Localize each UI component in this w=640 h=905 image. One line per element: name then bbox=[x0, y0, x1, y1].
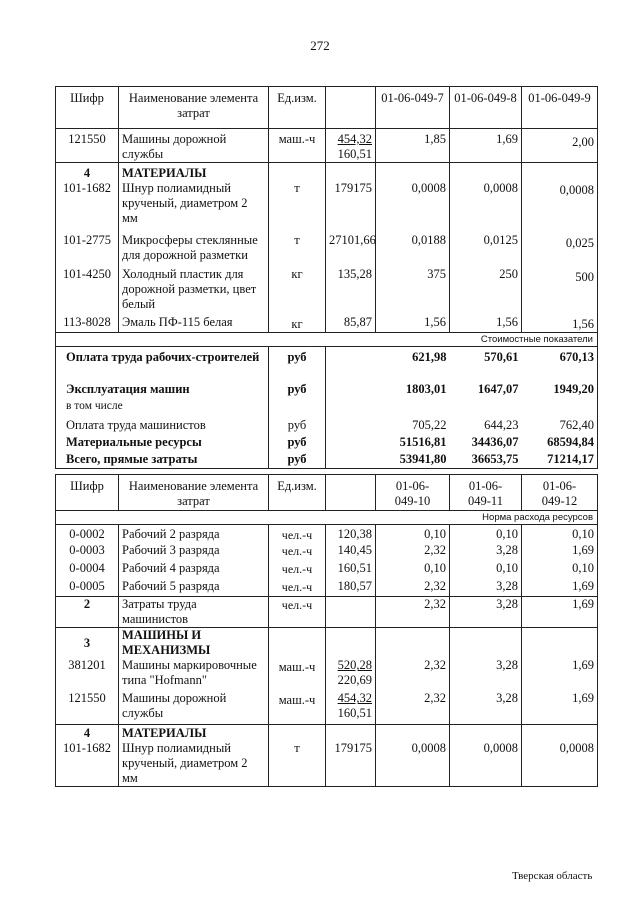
header-code: Шифр bbox=[56, 87, 119, 129]
row-code: 121550 bbox=[56, 129, 119, 163]
row-value-1: 0,0008 bbox=[376, 181, 450, 233]
summary-label: Эксплуатация машин bbox=[56, 381, 269, 399]
row-code: 101-1682 bbox=[56, 741, 119, 787]
row-value-1: 2,32 bbox=[376, 597, 450, 628]
table-row bbox=[56, 658, 598, 691]
resource-table-1 bbox=[55, 86, 598, 469]
resource-table-2 bbox=[55, 474, 598, 787]
price-top: 520,28 bbox=[337, 658, 372, 673]
table-row bbox=[56, 233, 598, 267]
row-value-1: 0,0188 bbox=[376, 233, 450, 267]
row-value-1: 0,0008 bbox=[376, 741, 450, 787]
summary-value-2: 1647,07 bbox=[477, 381, 519, 396]
row-name: Затраты труда машинистов bbox=[119, 597, 269, 628]
row-name: Рабочий 2 разряда bbox=[119, 525, 269, 543]
row-value-3: 2,00 bbox=[522, 129, 598, 163]
summary-value-1: 51516,81 bbox=[399, 434, 447, 449]
section-number: 3 bbox=[56, 628, 119, 659]
row-price bbox=[326, 658, 376, 691]
table-row bbox=[56, 579, 598, 597]
row-code: 113-8028 bbox=[56, 315, 119, 333]
row-unit: маш.-ч bbox=[269, 658, 326, 691]
summary-value-3: 68594,84 bbox=[522, 434, 598, 451]
summary-unit bbox=[269, 399, 326, 417]
row-price bbox=[326, 597, 376, 628]
row-name: Машины маркировочные типа "Hofmann" bbox=[119, 658, 269, 691]
row-unit: кг bbox=[269, 315, 326, 333]
summary-value-3: 1949,20 bbox=[522, 381, 598, 399]
summary-unit: руб bbox=[269, 381, 326, 399]
row-value-3: 0,0008 bbox=[522, 181, 598, 233]
row-value-3: 0,10 bbox=[522, 561, 598, 579]
row-price: 179175 bbox=[326, 741, 376, 787]
row-price: 27101,66 bbox=[326, 233, 376, 267]
header-name: Наименование элемента затрат bbox=[119, 475, 269, 511]
row-unit: чел.-ч bbox=[269, 597, 326, 628]
summary-value-1: 1803,01 bbox=[405, 381, 447, 396]
summary-row bbox=[56, 417, 598, 434]
row-name: Рабочий 4 разряда bbox=[119, 561, 269, 579]
row-value-3: 1,69 bbox=[522, 597, 598, 628]
row-value-2: 3,28 bbox=[450, 543, 522, 561]
row-value-3: 1,69 bbox=[522, 658, 598, 691]
row-value-3: 0,10 bbox=[522, 525, 598, 543]
row-unit: т bbox=[269, 741, 326, 787]
summary-value-2: 644,23 bbox=[484, 417, 519, 432]
header-col3: 01-06-049-9 bbox=[522, 87, 598, 129]
row-code: 101-1682 bbox=[56, 181, 119, 233]
row-value-2: 3,28 bbox=[450, 597, 522, 628]
row-name: Машины дорожной службы bbox=[119, 129, 269, 163]
row-value-1: 375 bbox=[376, 267, 450, 315]
row-unit: т bbox=[269, 181, 326, 233]
row-value-2: 0,0008 bbox=[450, 181, 522, 233]
row-value-2: 0,10 bbox=[450, 525, 522, 543]
table-header-row bbox=[56, 87, 598, 129]
row-value-3: 500 bbox=[522, 267, 598, 315]
band-row bbox=[56, 333, 598, 347]
row-unit: чел.-ч bbox=[269, 561, 326, 579]
header-col2: 01-06-049-11 bbox=[450, 475, 522, 511]
page-number: 272 bbox=[310, 38, 330, 53]
summary-label: Всего, прямые затраты bbox=[56, 451, 269, 469]
row-price: 85,87 bbox=[326, 315, 376, 333]
table-row bbox=[56, 315, 598, 333]
row-value-1: 2,32 bbox=[376, 579, 450, 597]
header-col1: 01-06-049-10 bbox=[376, 475, 450, 511]
row-price bbox=[326, 691, 376, 724]
summary-value-2: 34436,07 bbox=[471, 434, 519, 449]
band-label: Норма расхода ресурсов bbox=[56, 511, 598, 525]
row-code: 0-0005 bbox=[56, 579, 119, 597]
header-col1: 01-06-049-7 bbox=[376, 87, 450, 129]
row-name: Эмаль ПФ-115 белая bbox=[119, 315, 269, 333]
summary-value-3: 762,40 bbox=[522, 417, 598, 434]
band-label: Стоимостные показатели bbox=[56, 333, 598, 347]
row-price: 135,28 bbox=[326, 267, 376, 315]
row-code: 0-0002 bbox=[56, 525, 119, 543]
summary-value-3: 71214,17 bbox=[522, 451, 598, 469]
row-unit: кг bbox=[269, 267, 326, 315]
row-code: 121550 bbox=[56, 691, 119, 724]
row-unit: т bbox=[269, 233, 326, 267]
row-value-2: 1,69 bbox=[450, 129, 522, 163]
summary-value-1: 705,22 bbox=[412, 417, 447, 432]
row-value-3: 0,0008 bbox=[522, 741, 598, 787]
table-row bbox=[56, 741, 598, 787]
row-code: 0-0003 bbox=[56, 543, 119, 561]
summary-value-3: 670,13 bbox=[522, 347, 598, 381]
table-row bbox=[56, 129, 598, 163]
row-unit: чел.-ч bbox=[269, 579, 326, 597]
row-price: 179175 bbox=[326, 181, 376, 233]
table-row bbox=[56, 267, 598, 315]
row-value-2: 0,10 bbox=[450, 561, 522, 579]
header-col2: 01-06-049-8 bbox=[450, 87, 522, 129]
row-value-1: 0,10 bbox=[376, 525, 450, 543]
row-unit: чел.-ч bbox=[269, 543, 326, 561]
band-row bbox=[56, 511, 598, 525]
header-unit: Ед.изм. bbox=[269, 87, 326, 129]
section-row bbox=[56, 724, 598, 741]
row-name: Шнур полиамидный крученый, диаметром 2 мм bbox=[119, 741, 269, 787]
section-row bbox=[56, 628, 598, 659]
row-name: Рабочий 5 разряда bbox=[119, 579, 269, 597]
price-top: 454,32 bbox=[337, 691, 372, 706]
summary-unit: руб bbox=[269, 347, 326, 381]
table-row bbox=[56, 543, 598, 561]
row-price: 160,51 bbox=[326, 561, 376, 579]
header-code: Шифр bbox=[56, 475, 119, 511]
summary-row bbox=[56, 347, 598, 381]
header-price bbox=[326, 87, 376, 129]
row-name: Шнур полиамидный крученый, диаметром 2 мм bbox=[119, 181, 269, 233]
row-name: Холодный пластик для дорожной разметки, цвет белый bbox=[119, 267, 269, 315]
row-name: Рабочий 3 разряда bbox=[119, 543, 269, 561]
row-name: Машины дорожной службы bbox=[119, 691, 269, 724]
row-value-1: 2,32 bbox=[376, 658, 450, 691]
summary-row bbox=[56, 451, 598, 469]
row-value-3: 0,025 bbox=[522, 233, 598, 267]
table-row bbox=[56, 181, 598, 233]
table-row bbox=[56, 561, 598, 579]
row-unit: маш.-ч bbox=[269, 691, 326, 724]
row-value-1: 1,85 bbox=[376, 129, 450, 163]
row-value-3: 1,69 bbox=[522, 691, 598, 724]
section-number: 4 bbox=[56, 163, 119, 182]
footer-region: Тверская область bbox=[512, 870, 593, 882]
section-row bbox=[56, 163, 598, 182]
row-value-1: 0,10 bbox=[376, 561, 450, 579]
table-row bbox=[56, 691, 598, 724]
row-value-2: 3,28 bbox=[450, 579, 522, 597]
header-col3: 01-06-049-12 bbox=[522, 475, 598, 511]
row-code: 2 bbox=[56, 597, 119, 628]
table-header-row bbox=[56, 475, 598, 511]
header-unit: Ед.изм. bbox=[269, 475, 326, 511]
row-code: 0-0004 bbox=[56, 561, 119, 579]
summary-unit: руб bbox=[269, 434, 326, 451]
row-value-1: 2,32 bbox=[376, 543, 450, 561]
row-code: 101-4250 bbox=[56, 267, 119, 315]
row-value-2: 0,0008 bbox=[450, 741, 522, 787]
row-value-3: 1,69 bbox=[522, 579, 598, 597]
summary-row bbox=[56, 381, 598, 399]
row-unit: маш.-ч bbox=[269, 129, 326, 163]
row-value-2: 1,56 bbox=[450, 315, 522, 333]
summary-row bbox=[56, 399, 598, 417]
summary-label: Оплата труда рабочих-строителей bbox=[56, 347, 269, 381]
section-title: МАШИНЫ И МЕХАНИЗМЫ bbox=[119, 628, 269, 659]
price-bottom: 220,69 bbox=[337, 673, 372, 688]
section-title: МАТЕРИАЛЫ bbox=[119, 724, 269, 741]
row-value-2: 3,28 bbox=[450, 691, 522, 724]
summary-unit: руб bbox=[269, 451, 326, 469]
table-row bbox=[56, 597, 598, 628]
price-bottom: 160,51 bbox=[337, 147, 372, 161]
summary-value-2: 570,61 bbox=[484, 350, 519, 365]
header-name: Наименование элемента затрат bbox=[119, 87, 269, 129]
row-price: 140,45 bbox=[326, 543, 376, 561]
row-price: 120,38 bbox=[326, 525, 376, 543]
summary-label: в том числе bbox=[56, 399, 269, 417]
summary-label: Оплата труда машинистов bbox=[56, 417, 269, 434]
summary-label: Материальные ресурсы bbox=[56, 434, 269, 451]
section-title: МАТЕРИАЛЫ bbox=[119, 163, 269, 182]
row-unit: чел.-ч bbox=[269, 525, 326, 543]
summary-value-2: 36653,75 bbox=[450, 451, 522, 469]
row-value-2: 3,28 bbox=[450, 658, 522, 691]
price-top: 454,32 bbox=[337, 132, 372, 146]
summary-unit: руб bbox=[269, 417, 326, 434]
section-number: 4 bbox=[56, 724, 119, 741]
price-bottom: 160,51 bbox=[337, 706, 372, 721]
row-value-3: 1,56 bbox=[522, 315, 598, 333]
summary-value-1: 53941,80 bbox=[376, 451, 450, 469]
summary-value-1: 621,98 bbox=[412, 350, 447, 365]
row-value-2: 0,0125 bbox=[450, 233, 522, 267]
row-name: Микросферы стеклянные для дорожной разметки bbox=[119, 233, 269, 267]
row-value-1: 2,32 bbox=[376, 691, 450, 724]
row-value-3: 1,69 bbox=[522, 543, 598, 561]
row-code: 381201 bbox=[56, 658, 119, 691]
row-value-1: 1,56 bbox=[376, 315, 450, 333]
row-value-2: 250 bbox=[450, 267, 522, 315]
header-price bbox=[326, 475, 376, 511]
row-price: 180,57 bbox=[326, 579, 376, 597]
row-code: 101-2775 bbox=[56, 233, 119, 267]
row-price bbox=[326, 129, 376, 163]
table-row bbox=[56, 525, 598, 543]
summary-row bbox=[56, 434, 598, 451]
